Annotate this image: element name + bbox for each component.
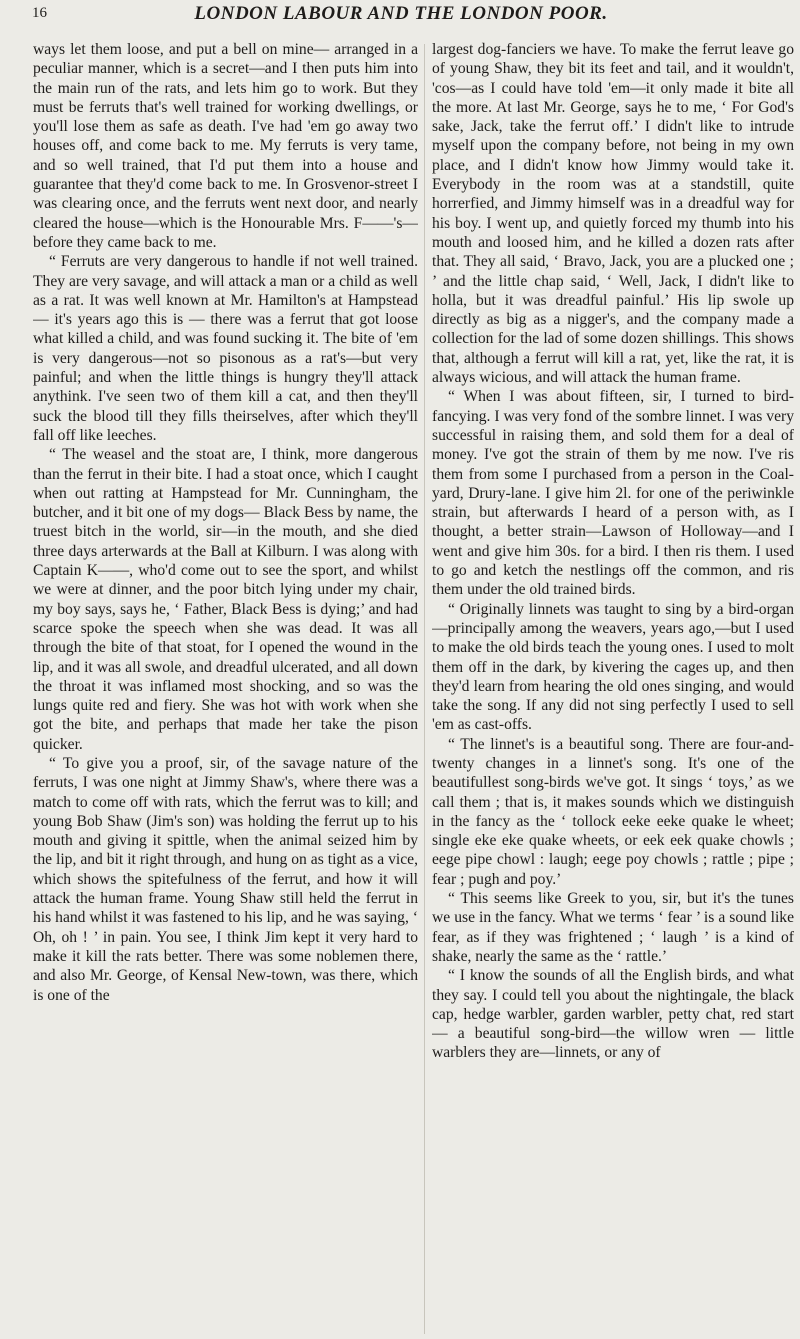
- left-column: [33, 40, 418, 1332]
- page-number: 16: [32, 5, 47, 21]
- column-divider: [424, 44, 425, 1334]
- paragraph: “ The weasel and the stoat are, I think, more dangerous than the ferrut in their bite. I had a stoat once, which I caught when out ratting at Hampstead for Mr. Cunningham, the butcher, and it bit one of my dogs— Black Bess by name, the truest bitch in the world, sir—in the mouth, and she died three days arterwards at the Ball at Kilburn. I was along with Captain K——, who'd come out to see the sport, and whilst we were at dinner, and the poor bitch lying under my chair, my boy says, says he, ‘ Father, Black Bess is dying;’ and had scarce spoke the speech when she was dead. It was all through the bite of that stoat, for I opened the wound in the lip, and it was all swole, and dreadful ulcerated, and all down the throat it was inflamed most shocking, and so was the lungs quite red and fiery. She was hot with work when she got the bite, and perhaps that made her take the pison quicker.: [33, 446, 418, 753]
- paragraph: “ The linnet's is a beautiful song. There are four-and-twenty changes in a linnet's song. It's one of the beautifullest song-birds we've got. It sings ‘ toys,’ as we call them ; that is, it makes sounds which we distinguish in the fancy as the ‘ tollock eeke eeke quake le wheet; single eke eke quake wheets, or eek eek quake chowls ; eege pipe chowl : laugh; eege poy chowls ; rattle ; pipe ; fear ; pugh and poy.’: [432, 735, 794, 888]
- paragraph: “ Originally linnets was taught to sing by a bird-organ—principally among the weavers, years ago,—but I used to make the old birds teach the young ones. I used to molt them off in the dark, by kivering the cages up, and then they'd learn from hearing the old ones singing, and would take the song. If any did not sing perfectly I used to sell 'em as cast-offs.: [432, 600, 794, 734]
- paragraph: “ Ferruts are very dangerous to handle if not well trained. They are very savage, and will attack a man or a child as well as a rat. It was well known at Mr. Hamilton's at Hampstead — it's years ago this is — there was a ferrut that got loose what killed a child, and was found sucking it. The bite of 'em is very dangerous—not so pisonous as a rat's—but very painful; and when the little things is hungry they'll attack anythink. I've seen two of them kill a cat, and then they'll suck the blood till they fills theirselves, after which they'll fall off like leeches.: [33, 253, 418, 444]
- paragraph: “ This seems like Greek to you, sir, but it's the tunes we use in the fancy. What we terms ‘ fear ’ is a sound like fear, as if they was frightened ; ‘ laugh ’ is a kind of shake, nearly the same as the ‘ rattle.’: [432, 890, 794, 965]
- paragraph: “ When I was about fifteen, sir, I turned to bird-fancying. I was very fond of the sombre linnet. I was very successful in raising them, and sold them for a deal of money. I've got the strain of them by me now. I've ris them from some I purchased from a person in the Coal-yard, Drury-lane. I give him 2l. for one of the periwinkle strain, but afterwards I heard of a person with, as I thought, a better strain—Lawson of Holloway—and I went and give him 30s. for a bird. I then ris them. I used to go and ketch the nestlings off the common, and ris them under the old trained birds.: [432, 388, 794, 599]
- paragraph: “ To give you a proof, sir, of the savage nature of the ferruts, I was one night at Jimmy Shaw's, where there was a match to come off with rats, which the ferrut was to kill; and young Bob Shaw (Jim's son) was holding the ferrut up to his mouth and giving it spittle, when the animal seized him by the lip, and bit it right through, and hung on as tight as a vice, which shows the spitefulness of the ferrut, and how it will attack the human frame. Young Shaw still held the ferrut in his hand whilst it was fastened to his lip, and he was saying, ‘ Oh, oh ! ’ in pain. You see, I think Jim kept it very hard to make it kill the rats better. There was some noblemen there, and also Mr. George, of Kensal New-town, was there, which is one of the: [33, 754, 418, 1004]
- paragraph: largest dog-fanciers we have. To make the ferrut leave go of young Shaw, they bit its feet and tail, and it wouldn't, 'cos—as I could have told 'em—it only made it bite all the more. At last Mr. George, says he to me, ‘ For God's sake, Jack, take the ferrut off.’ I didn't like to intrude myself upon the company before, not being in my own place, and I didn't know how Jimmy would take it. Everybody in the room was at a standstill, quite horrerfied, and Jimmy himself was in a dreadful way for his boy. I went up, and quietly forced my thumb into his mouth and loosed him, and he killed a dozen rats after that. They all said, ‘ Bravo, Jack, you are a plucked one ; ’ and the little chap said, ‘ Well, Jack, I didn't like to holla, but it was dreadful painful.’ His lip swole up directly as big as a nigger's, and the company made a collection for the lad of some dozen shillings. This shows that, although a ferrut will kill a rat, yet, like the rat, it is always wicious, and will attack the human frame.: [432, 41, 794, 387]
- paragraph: “ I know the sounds of all the English birds, and what they say. I could tell you about the nightingale, the black cap, hedge warbler, garden warbler, petty chat, red start — a beautiful song-bird—the willow wren — little warblers they are—linnets, or any of: [432, 967, 794, 1062]
- right-column: [432, 40, 794, 1332]
- paragraph: ways let them loose, and put a bell on mine— arranged in a peculiar manner, which is a secret—and I then puts him into the main run of the rats, and lets him go to work. But they must be ferruts that's well trained for working dwellings, or you'll lose them as safe as death. I've had 'em go away two houses off, and come back to me. My ferruts is very tame, and so well trained, that I'd put them into a house and guarantee that they'd come back to me. In Grosvenor-street I was clearing once, and the ferruts went next door, and nearly cleared the house—which is the Honourable Mrs. F——'s—before they came back to me.: [33, 41, 418, 251]
- running-title: LONDON LABOUR AND THE LONDON POOR.: [194, 3, 608, 24]
- page-header: [16, 3, 786, 33]
